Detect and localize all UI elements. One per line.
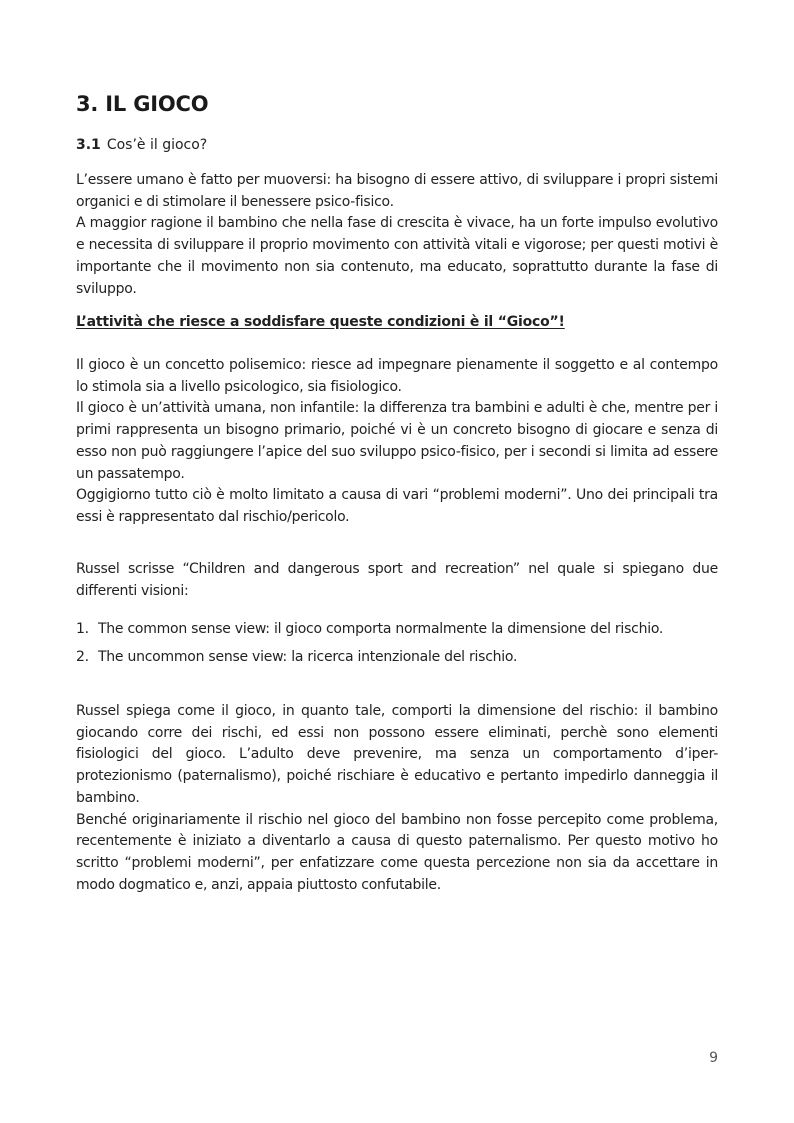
section-heading <box>76 135 207 155</box>
paragraph: Il gioco è un concetto polisemico: riesce ad impegnare pienamente il soggetto e al contempo lo stimola sia a livello psicologico, sia fisiologico. <box>76 357 718 395</box>
list-number: 2. <box>76 649 89 665</box>
paragraph-russel <box>76 559 718 602</box>
list-item <box>76 619 663 640</box>
list-text: The common sense view: il gioco comporta normalmente la dimensione del rischio. <box>98 621 664 637</box>
page-number: 9 <box>709 1050 718 1066</box>
paragraph: Russel scrisse “Children and dangerous sport and recreation” nel quale si spiegano due differenti visioni: <box>76 561 718 599</box>
list-number: 1. <box>76 621 89 637</box>
emphasis-statement: L’attività che riesce a soddisfare queste condizioni è il “Gioco”! <box>76 314 565 330</box>
paragraph-intro <box>76 170 718 300</box>
paragraph-definition <box>76 355 718 529</box>
section-title: Cos’è il gioco? <box>106 137 208 153</box>
section-number: 3.1 <box>76 137 101 153</box>
paragraph: Benché originariamente il rischio nel gioco del bambino non fosse percepito come problema, recentemente è iniziato a diventarlo a causa di questo paternalismo. Per questo motivo ho scritto “problemi moderni”, per enfatizzare come questa percezione non sia da accettare in modo dogmatico e, anzi, appaia piuttosto confutabile. <box>76 811 718 893</box>
paragraph: Oggigiorno tutto ciò è molto limitato a causa di vari “problemi moderni”. Uno dei principali tra essi è rappresentato dal rischio/pericolo. <box>76 487 718 525</box>
paragraph: Il gioco è un’attività umana, non infantile: la differenza tra bambini e adulti è che, mentre per i primi rappresenta un bisogno primario, poiché vi è un concreto bisogno di giocare e senza di esso non può raggiungere l’apice del suo sviluppo psico-fisico, per i secondi si limita ad essere un passatempo. <box>76 400 718 482</box>
paragraph-conclusion <box>76 701 718 896</box>
paragraph: A maggior ragione il bambino che nella fase di crescita è vivace, ha un forte impulso evolutivo e necessita di sviluppare il proprio movimento con attività vitali e vigorose; per questi motivi è importante che il movimento non sia contenuto, ma educato, soprattutto durante la fase di sviluppo. <box>76 215 718 297</box>
chapter-title: 3. IL GIOCO <box>76 92 209 116</box>
list-item <box>76 647 517 668</box>
paragraph: Russel spiega come il gioco, in quanto tale, comporti la dimensione del rischio: il bambino giocando corre dei rischi, ed essi non possono essere eliminati, perchè sono elementi fisiologici del gioco. L’adulto deve prevenire, ma senza un comportamento d’iper-protezionismo (paternalismo), poiché rischiare è educativo e pertanto impedirlo danneggia il bambino. <box>76 703 718 806</box>
list-text: The uncommon sense view: la ricerca intenzionale del rischio. <box>98 649 518 665</box>
paragraph: L’essere umano è fatto per muoversi: ha bisogno di essere attivo, di sviluppare i propri sistemi organici e di stimolare il benessere psico-fisico. <box>76 172 718 210</box>
